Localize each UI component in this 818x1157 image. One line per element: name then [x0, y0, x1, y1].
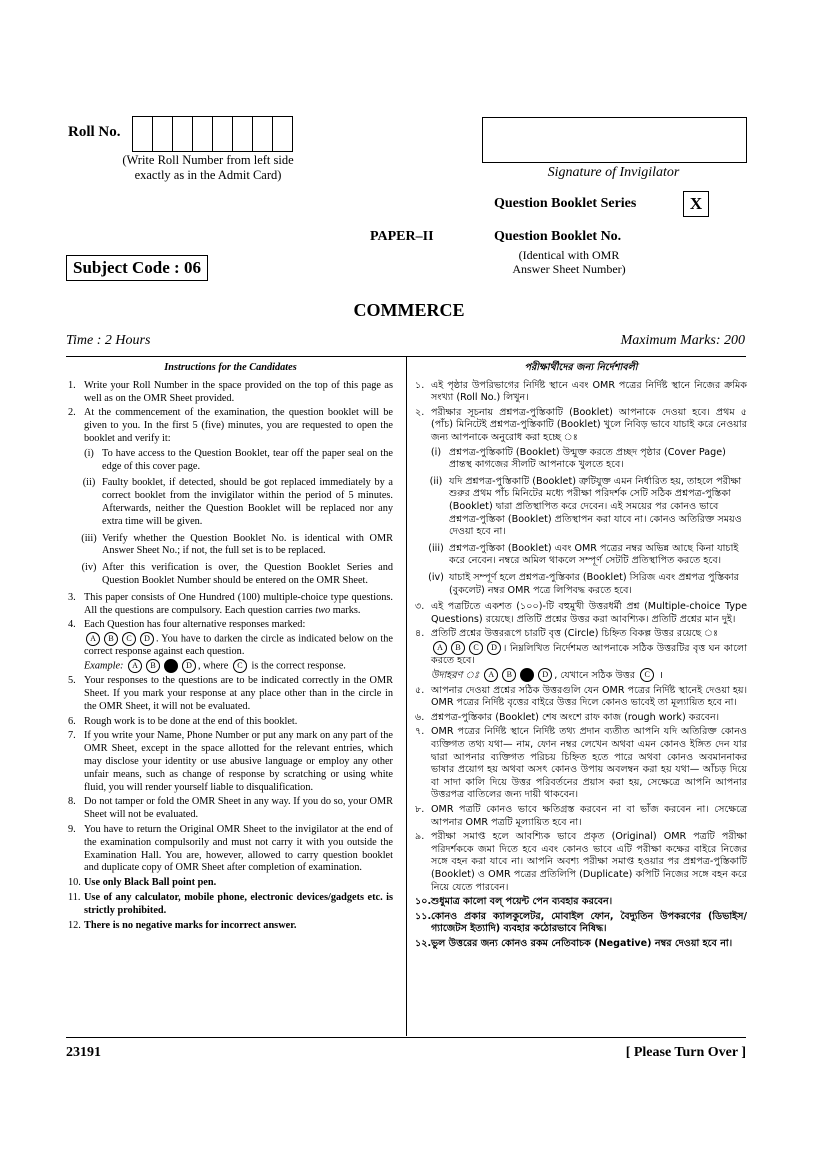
- list-item: ১২. ভুল উত্তরের জন্য কোনও রকম নেতিবাচক (Negative) নম্বর দেওয়া হবে না।: [415, 937, 733, 949]
- list-item: (i) To have access to the Question Booklet, tear off the paper seal on the edge of this cover page.: [84, 447, 393, 472]
- list-item: 12. There is no negative marks for incorrect answer.: [68, 919, 297, 931]
- list-item: ৩. এই পত্রটিতে একশত (১০০)-টি বহুমুখী উত্তরধর্মী প্রশ্ন (Multiple-choice Type Questions) রয়েছে। প্রতিটি প্রশ্নের উত্তর করা আবশ্যিক। প্রতিটি প্রশ্নের মান দুই।: [415, 601, 747, 625]
- list-item: 2. At the commencement of the examination, the question booklet will be given to you. In the first 5 (five) minutes, you are requested to open the booklet and verify it:: [68, 407, 393, 444]
- list-item: ১১. কোনও প্রকার ক্যালকুলেটর, মোবাইল ফোন, বৈদ্যুতিন উপকরণের (ডিভাইস/গ্যাজেটস ইত্যাদি) ব্যবহার কঠোরভাবে নিষিদ্ধ।: [415, 910, 747, 935]
- paper-label: PAPER–II: [370, 229, 434, 244]
- list-item: ২. পরীক্ষার সূচনায় প্রশ্নপত্র-পুস্তিকাটি (Booklet) আপনাকে দেওয়া হবে। প্রথম ৫ (পাঁচ) মিনিটেই প্রশ্নপত্র-পুস্তিকাটি (Booklet) খুলে নিবিড় ভাবে যাচাই করে নেওয়ার জন্য আপনাকে অনুরোধ করা হচ্ছে ঃ: [415, 406, 747, 443]
- booklet-series-value: X: [683, 191, 709, 217]
- booklet-number-label: Question Booklet No.: [494, 229, 622, 244]
- option-b-icon: B: [104, 632, 118, 646]
- roll-number-label: Roll No.: [68, 124, 121, 140]
- please-turn-over: [ Please Turn Over ]: [625, 1045, 746, 1060]
- list-item: 8. Do not tamper or fold the OMR Sheet in any way. If you do so, your OMR Sheet will not be evaluated.: [68, 796, 393, 821]
- english-instructions: [68, 362, 393, 934]
- maximum-marks: Maximum Marks: 200: [620, 333, 745, 348]
- option-c-icon: C: [122, 632, 136, 646]
- list-item: ১০. শুধুমাত্র কালো বল্‌ পয়েন্ট পেন ব্যবহার করবেন।: [415, 896, 613, 908]
- list-item: (ii) যদি প্রশ্নপত্র-পুস্তিকাটি (Booklet) ত্রুটিযুক্ত এমন নির্ধারিত হয়, তাহলে পরীক্ষা শুরুর প্রথম পাঁচ মিনিটের মধ্যে পরীক্ষা পরিদর্শক সেটি সঠিক প্রশ্নপত্র-পুস্তিকা (Booklet) দ্বারা প্রতিস্থাপিত করে দেবেন। এই সময়ের পর কোনও ভাবে প্রশ্নপত্র-পুস্তিকা (Booklet) প্রতিস্থাপন করা যাবে না। কোনও অতিরিক্ত সময়ও দেওয়া হবে না।: [429, 475, 742, 538]
- booklet-series-label: Question Booklet Series: [494, 196, 637, 211]
- roll-number-boxes[interactable]: [132, 116, 293, 152]
- filled-circle-icon: [164, 659, 178, 673]
- bengali-instructions: [415, 362, 747, 953]
- invigilator-signature-box[interactable]: [482, 117, 747, 163]
- bottom-divider: [66, 1037, 746, 1038]
- roll-number-note: (Write Roll Number from left side exactly as in the Admit Card): [122, 153, 294, 182]
- list-item: 3. This paper consists of One Hundred (100) multiple-choice type questions. All the questions are compulsory. Each question carries two marks.: [68, 591, 393, 616]
- list-item: ৯. পরীক্ষা সমাপ্ত হলে আবশ্যিক ভাবে প্রকৃত (Original) OMR পত্রটি পরীক্ষা পরিদর্শককে জমা দিতে হবে এবং কোনও ভাবে এটি পরীক্ষা কক্ষের বাইরে নিজের সঙ্গে বহন করা যাবে না। আপনি অবশ্য পরীক্ষা সমাপ্ত হওয়ার পর প্রশ্নপত্র-পুস্তিকাটি (Booklet) ও OMR পত্রের প্রতিলিপি (Duplicate) কপিটি নিজের সঙ্গে বহন করে নিয়ে যেতে পারবেন।: [415, 831, 747, 893]
- list-item: 7. If you write your Name, Phone Number or put any mark on any part of the OMR Sheet, except in the space allotted for the relevant entries, which may disclose your identity or use abusive language or employ any other unfair means, such as change of response by scratching or using white fluid, you will render yourself liable to disqualification.: [68, 730, 393, 793]
- list-item: 11. Use of any calculator, mobile phone, electronic devices/gadgets etc. is strictly prohibited.: [68, 892, 393, 916]
- list-item: ৫. আপনার দেওয়া প্রশ্নের সঠিক উত্তরগুলি যেন OMR পত্রের নির্দিষ্ট স্থানেই দেওয়া হয়। OMR পত্রের নির্দিষ্ট বৃত্তের বাইরে উত্তর দিলে কোনও ভাবেই তা মূল্যায়িত হবে না।: [415, 684, 747, 709]
- list-item: 1. Write your Roll Number in the space provided on the top of this page as well as on the OMR Sheet provided.: [68, 379, 393, 404]
- bengali-instructions-heading: পরীক্ষার্থীদের জন্য নির্দেশাবলী: [524, 362, 638, 373]
- list-item: ৬. প্রশ্নপত্র-পুস্তিকার (Booklet) শেষ অংশে রাফ কাজ (rough work) করবেন।: [415, 711, 720, 723]
- subject-code: Subject Code : 06: [66, 255, 208, 281]
- booklet-number-note: (Identical with OMR Answer Sheet Number): [512, 248, 626, 276]
- list-item: ৭. OMR পত্রের নির্দিষ্ট স্থানে নির্দিষ্ট তথ্য প্রদান ব্যতীত আপনি যদি অতিরিক্ত কোনও ব্যক্তিগত তথ্য যথা— নাম, ফোন নম্বর লেখেন অথবা এমন কোনও ইঙ্গিত দেন যার দ্বারা আপনার ব্যক্তিগত পরিচয় চিহ্নিত হতে পারে অথবা কোনও অবমাননাকর ভাষার প্রয়োগ হয় অথবা অসৎ কোনও উপায় অবলম্বন করা হয় যথা— আঁচড় দিয়ে বা সাদা কালি দিয়ে উত্তর পরিবর্তনের প্রয়াস করা হয়, সেক্ষেত্রে আপনি আপনার উত্তরপত্র বাতিলের জন্য দায়ী থাকবেন।: [415, 726, 747, 801]
- list-item: ৮. OMR পত্রটি কোনও ভাবে ক্ষতিগ্রস্ত করবেন না বা ভাঁজ করবেন না। সেক্ষেত্রে আপনার OMR পত্রটি মূল্যায়িত হবে না।: [415, 804, 747, 828]
- list-item: 6. Rough work is to be done at the end of this booklet.: [68, 715, 298, 727]
- exam-duration: Time : 2 Hours: [66, 333, 151, 348]
- list-item: ১. এই পৃষ্ঠার উপরিভাগের নির্দিষ্ট স্থানে এবং OMR পত্রের নির্দিষ্ট স্থানে নিজের ক্রমিক সংখ্যা (Roll No.) লিখুন।: [415, 379, 747, 404]
- column-divider: [406, 356, 407, 1036]
- subject-title: COMMERCE: [353, 300, 465, 320]
- option-a-icon: A: [86, 632, 100, 646]
- option-d-icon: D: [140, 632, 154, 646]
- list-item: ৪. প্রতিটি প্রশ্নের উত্তররূপে চারটি বৃত্ত (Circle) চিহ্নিত বিকল্প উত্তর রয়েছে ঃ A B C D । নিম্নলিখিত নির্দেশমত আপনাকে সঠিক উত্তরটির বৃত্ত ঘন কালো করতে হবে। উদাহরণ ঃ A B D , যেখানে সঠিক উত্তর C ।: [415, 628, 747, 682]
- list-item: 4. Each Question has four alternative responses marked: A B C D . You have to darken the circle as indicated below on the correct response against each question. Example: A B D , where C is the correct response.: [68, 619, 393, 672]
- booklet-code: 23191: [66, 1045, 101, 1060]
- list-item: 9. You have to return the Original OMR Sheet to the invigilator at the end of the examination compulsorily and must not carry it with you outside the Examination Hall. You are, however, allowed to carry question booklet and duplicate copy of OMR Sheet after completion of examination.: [68, 824, 393, 874]
- list-item: (iii) প্রশ্নপত্র-পুস্তিকা (Booklet) এবং OMR পত্রের নম্বর অভিন্ন আছে কিনা যাচাই করে নেবেন। নম্বরে অমিল থাকলে সম্পূর্ণ সেটটি প্রতিস্থাপিত করতে হবে।: [428, 542, 739, 567]
- list-item: (i) প্রশ্নপত্র-পুস্তিকাটি (Booklet) উন্মুক্ত করতে প্রচ্ছদ পৃষ্ঠার (Cover Page) প্রান্তস্থ কাগজের সীলটি আপনাকে খুলতে হবে।: [430, 446, 726, 471]
- english-instructions-heading: Instructions for the Candidates: [164, 362, 297, 373]
- list-item: 5. Your responses to the questions are to be indicated correctly in the OMR Sheet. If you mark your response at any place other than in the circle in the OMR Sheet, it will not be evaluated.: [68, 675, 393, 712]
- list-item: 10. Use only Black Ball point pen.: [68, 877, 217, 889]
- list-item: (iv) After this verification is over, the Question Booklet Series and Question Booklet Number should be entered on the OMR Sheet.: [81, 562, 393, 586]
- list-item: (iv) যাচাই সম্পূর্ণ হলে প্রশ্নপত্র-পুস্তিকার (Booklet) সিরিজ এবং প্রশ্নপত্র পুস্তিকার (বুকলেট) নম্বর OMR পত্রে লিপিবদ্ধ করতে হবে।: [428, 571, 739, 596]
- invigilator-signature-label: Signature of Invigilator: [547, 165, 680, 180]
- list-item: (iii) Verify whether the Question Booklet No. is identical with OMR Answer Sheet No.; if not, the full set is to be replaced.: [81, 532, 393, 557]
- list-item: (ii) Faulty booklet, if detected, should be got replaced immediately by a correct booklet from the invigilator within the period of 5 minutes. Afterwards, neither the Question Booklet will be replaced nor any extra time will be given.: [82, 477, 393, 527]
